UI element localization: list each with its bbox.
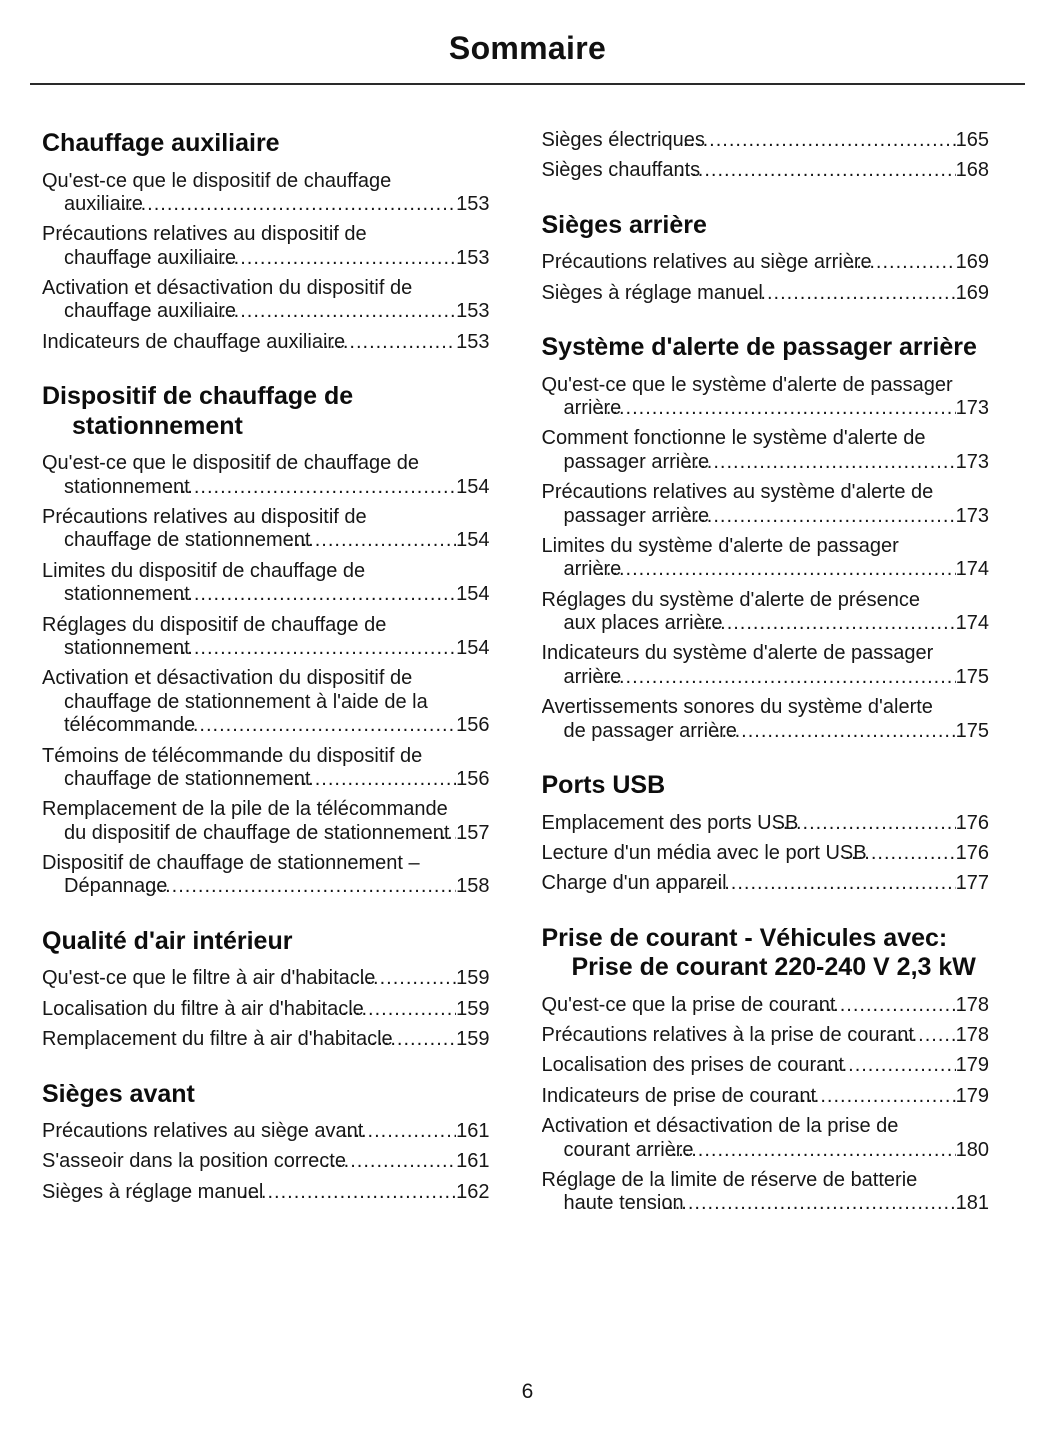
toc-entry-title: Remplacement de la pile de la télécommande du dispositif de chauffage de stationnement ..... [42, 798, 456, 845]
toc-entry-title: Qu'est-ce que la prise de courant ..... [542, 994, 956, 1017]
toc-entry-title: Réglages du système d'alerte de présence aux places arrière ..... [542, 589, 956, 636]
toc-entry [42, 170, 490, 217]
toc-entry [42, 745, 490, 792]
toc-entry [542, 842, 990, 865]
section-heading: Chauffage auxiliaire [42, 129, 280, 157]
toc-entry-page-number: 178 [955, 1024, 989, 1047]
toc-entry-title: Lecture d'un média avec le port USB ..... [542, 842, 956, 865]
toc-entry [42, 852, 490, 899]
toc-entry [42, 998, 490, 1021]
toc-entry [542, 427, 990, 474]
toc-entry-page-number: 161 [456, 1150, 490, 1173]
toc-entry-page-number: 161 [456, 1120, 490, 1143]
toc-entry-title: Qu'est-ce que le dispositif de chauffage de stationnement ..... [42, 452, 456, 499]
toc-entry [42, 277, 490, 324]
toc-entry-page-number: 154 [456, 475, 490, 498]
toc-entry [42, 667, 490, 737]
table-of-contents [0, 85, 1055, 1223]
toc-entry [42, 223, 490, 270]
toc-entry-page-number: 169 [955, 251, 989, 274]
toc-entry-title: Précautions relatives au siège avant ..... [42, 1120, 456, 1143]
toc-entry-title: Réglages du dispositif de chauffage de stationnement ..... [42, 614, 456, 661]
toc-entry [542, 1054, 990, 1077]
toc-entry-page-number: 156 [456, 767, 490, 790]
toc-entry-page-number: 173 [955, 450, 989, 473]
toc-entry-title: Charge d'un appareil ..... [542, 872, 956, 895]
toc-entry-title: Activation et désactivation de la prise de courant arrière ..... [542, 1115, 956, 1162]
toc-entry-title: Localisation des prises de courant ..... [542, 1054, 956, 1077]
toc-entry-title: Précautions relatives au siège arrière ..... [542, 251, 956, 274]
toc-entry-page-number: 173 [955, 504, 989, 527]
page-title: Sommaire [448, 30, 607, 66]
toc-entry-title: Sièges à réglage manuel ..... [542, 282, 956, 305]
toc-entry-title: Sièges à réglage manuel ..... [42, 1181, 456, 1204]
toc-column-right [542, 129, 990, 1223]
toc-entry-page-number: 179 [955, 1084, 989, 1107]
toc-entry [542, 696, 990, 743]
toc-entry-title: Indicateurs de chauffage auxiliaire ..... [42, 331, 456, 354]
toc-entry [542, 872, 990, 895]
toc-entry-title: Localisation du filtre à air d'habitacle ..... [42, 998, 456, 1021]
page-number: 6 [521, 1380, 534, 1403]
section-heading: Sièges avant [42, 1079, 195, 1108]
toc-entry-page-number: 169 [955, 281, 989, 304]
toc-entry-page-number: 153 [456, 300, 490, 323]
toc-entry-title: Réglage de la limite de réserve de batterie haute tension ..... [542, 1169, 956, 1216]
toc-entry [42, 798, 490, 845]
toc-entry-page-number: 157 [456, 821, 490, 844]
toc-entry-page-number: 165 [955, 129, 989, 151]
toc-entry [542, 1085, 990, 1108]
toc-entry-title: Indicateurs de prise de courant ..... [542, 1085, 956, 1108]
toc-entry-title: Sièges électriques ..... [542, 129, 956, 152]
toc-entry [42, 614, 490, 661]
toc-entry-title: Précautions relatives au dispositif de chauffage de stationnement ..... [42, 506, 456, 553]
toc-entry [542, 251, 990, 274]
toc-entry-page-number: 168 [955, 159, 989, 182]
toc-entry-page-number: 159 [456, 997, 490, 1020]
toc-entry [542, 812, 990, 835]
toc-entry-page-number: 179 [955, 1054, 989, 1077]
toc-entry [42, 1181, 490, 1204]
section-heading: Système d'alerte de passager arrière [541, 333, 977, 362]
toc-entry-title: S'asseoir dans la position correcte ..... [42, 1150, 456, 1173]
toc-entry-title: Sièges chauffants ..... [542, 159, 956, 182]
toc-entry [542, 1169, 990, 1216]
toc-entry-title: Précautions relatives au système d'alerte de passager arrière ..... [542, 481, 956, 528]
toc-entry-page-number: 162 [456, 1180, 490, 1203]
toc-entry-page-number: 153 [456, 246, 490, 269]
page-header [0, 0, 1055, 85]
toc-entry-title: Qu'est-ce que le système d'alerte de passager arrière ..... [542, 374, 956, 421]
toc-entry [42, 452, 490, 499]
toc-entry-page-number: 158 [456, 875, 490, 898]
toc-entry [42, 967, 490, 990]
toc-entry-title: Activation et désactivation du dispositif de chauffage de stationnement à l'aide de la télécommande ..... [42, 667, 456, 737]
toc-entry-page-number: 175 [955, 719, 989, 742]
section-heading: Ports USB [541, 771, 666, 800]
toc-entry-page-number: 173 [955, 396, 989, 419]
toc-entry [42, 1150, 490, 1173]
toc-entry-title: Témoins de télécommande du dispositif de chauffage de stationnement ..... [42, 745, 456, 792]
toc-entry-title: Qu'est-ce que le dispositif de chauffage auxiliaire ..... [42, 170, 456, 217]
toc-entry [542, 1115, 990, 1162]
toc-entry-title: Comment fonctionne le système d'alerte de passager arrière ..... [542, 427, 956, 474]
toc-entry-page-number: 156 [456, 714, 490, 737]
toc-entry [42, 1028, 490, 1051]
toc-entry [42, 331, 490, 354]
toc-entry-title: Précautions relatives à la prise de courant ..... [542, 1024, 956, 1047]
toc-entry-page-number: 177 [955, 872, 989, 895]
section-heading: Prise de courant - Véhicules avec: Prise de courant 220-240 V 2,3 kW [541, 923, 976, 982]
toc-column-left [42, 129, 490, 1223]
toc-entry [542, 129, 990, 152]
toc-entry-title: Limites du système d'alerte de passager arrière ..... [542, 535, 956, 582]
toc-entry-title: Dispositif de chauffage de stationnement – Dépannage ..... [42, 852, 456, 899]
toc-entry [42, 1120, 490, 1143]
toc-entry-title: Remplacement du filtre à air d'habitacle ..... [42, 1028, 456, 1051]
toc-entry [542, 994, 990, 1017]
toc-entry [542, 642, 990, 689]
toc-entry-page-number: 174 [955, 612, 989, 635]
toc-entry-page-number: 159 [456, 1028, 490, 1051]
toc-entry [542, 589, 990, 636]
section-heading: Sièges arrière [541, 210, 707, 239]
toc-entry-page-number: 174 [955, 558, 989, 581]
toc-entry [542, 159, 990, 182]
toc-entry-title: Qu'est-ce que le filtre à air d'habitacle ..... [42, 967, 456, 990]
toc-entry-page-number: 176 [955, 811, 989, 834]
section-heading: Qualité d'air intérieur [42, 926, 293, 955]
toc-entry [542, 374, 990, 421]
toc-entry-page-number: 176 [955, 841, 989, 864]
toc-entry-title: Précautions relatives au dispositif de chauffage auxiliaire ..... [42, 223, 456, 270]
toc-entry-page-number: 159 [456, 967, 490, 990]
section-heading: Dispositif de chauffage de stationnement [42, 382, 354, 440]
toc-entry [42, 506, 490, 553]
toc-entry-page-number: 178 [955, 993, 989, 1016]
toc-entry-title: Avertissements sonores du système d'alerte de passager arrière ..... [542, 696, 956, 743]
toc-entry-page-number: 153 [456, 330, 490, 353]
toc-entry [542, 1024, 990, 1047]
toc-entry-title: Activation et désactivation du dispositif de chauffage auxiliaire ..... [42, 277, 456, 324]
toc-entry-title: Emplacement des ports USB ..... [542, 812, 956, 835]
toc-entry-page-number: 154 [456, 636, 490, 659]
toc-entry [542, 481, 990, 528]
toc-entry-page-number: 154 [456, 529, 490, 552]
toc-entry-title: Limites du dispositif de chauffage de stationnement ..... [42, 560, 456, 607]
toc-entry-page-number: 154 [456, 583, 490, 606]
toc-entry [542, 535, 990, 582]
toc-entry-page-number: 153 [456, 192, 490, 215]
toc-entry-title: Indicateurs du système d'alerte de passager arrière ..... [542, 642, 956, 689]
toc-entry-page-number: 181 [955, 1192, 989, 1215]
toc-entry-page-number: 175 [955, 665, 989, 688]
toc-entry [542, 282, 990, 305]
toc-entry-page-number: 180 [955, 1138, 989, 1161]
toc-entry [42, 560, 490, 607]
